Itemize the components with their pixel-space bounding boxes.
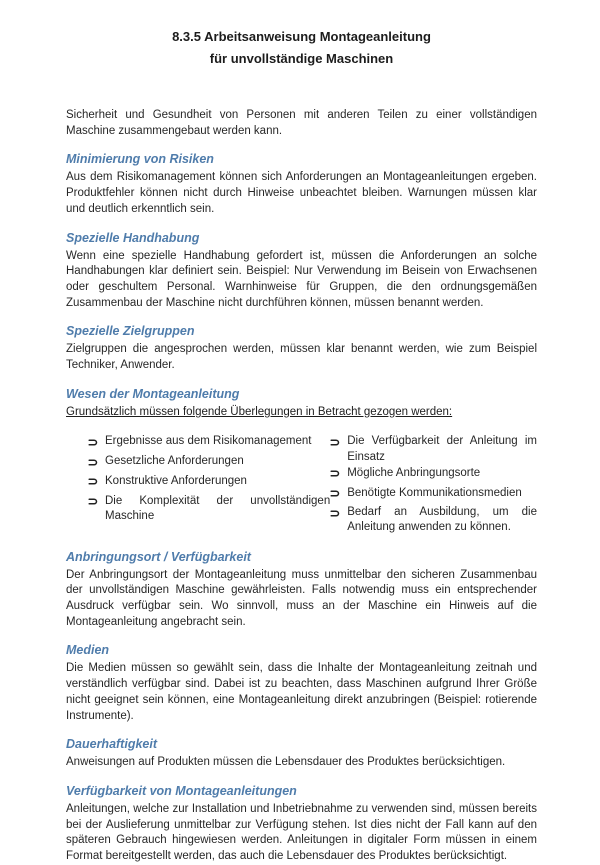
list-item: [88, 454, 330, 473]
section-heading: Medien: [66, 643, 110, 658]
list-item: [330, 466, 537, 485]
arrow-bullet-icon: [330, 486, 347, 505]
section-body: Aus dem Risikomanagement können sich Anforderungen an Montageanleitungen ergeben. Produktfehler können nicht durch Hinweise unbeachtet bleiben. Warnungen müssen klar und deutlich erkenntlich sein.: [66, 171, 537, 215]
section-heading: Wesen der Montageanleitung: [66, 386, 240, 401]
section-body: Anweisungen auf Produkten müssen die Lebensdauer des Produktes berücksichtigen.: [66, 756, 506, 769]
section-heading: Spezielle Zielgruppen: [66, 324, 195, 339]
section-body: Anleitungen, welche zur Installation und Inbetriebnahme zu verwenden sind, müssen bereits bei der Auslieferung unmittelbar zur Verfügung stehen. Ist dies nicht der Fall kann auf den späteren Gebrauch hingewiesen werden. Anleitungen in digitaler Form müssen in einem Format bereitgestellt werden, das auch die Lebensdauer des Produktes berücksichtigt.: [66, 802, 537, 863]
list-item-label: Ergebnisse aus dem Risikomanagement: [105, 435, 312, 448]
bullet-column-right: [330, 434, 537, 536]
section-body: Wenn eine spezielle Handhabung gefordert ist, müssen die Anforderungen an solche Handhabungen klar definiert sein. Beispiel: Nur Verwendung im Beisein von Erwachsenen oder geschultem Personal. Warnhinweise für Gruppen, die den ordnungsgemäßen Zusammenbau der Maschine nicht durchführen können, müssen benannt werden.: [66, 249, 537, 309]
list-item-label: Bedarf an Ausbildung, um die Anleitung anwenden zu können.: [347, 506, 537, 534]
section-wesen-der-montageanleitung: [66, 386, 537, 537]
section-heading: Spezielle Handhabung: [66, 230, 200, 245]
title-line-2: für unvollständige Maschinen: [209, 51, 394, 66]
section-medien: [66, 642, 537, 724]
document-title: [66, 26, 537, 70]
section-spezielle-zielgruppen: [66, 323, 537, 373]
arrow-bullet-icon: [330, 466, 347, 485]
list-item-label: Die Komplexität der unvollständigen Maschine: [105, 494, 331, 522]
list-item: [88, 474, 330, 493]
list-item-label: Die Verfügbarkeit der Anleitung im Einsatz: [347, 435, 537, 463]
section-lead-underlined: Grundsätzlich müssen folgende Überlegungen in Betracht gezogen werden:: [66, 405, 453, 418]
section-spezielle-handhabung: [66, 230, 537, 312]
arrow-bullet-icon: [88, 494, 105, 524]
section-verfuegbarkeit-von-montageanleitungen: [66, 783, 537, 865]
arrow-bullet-icon: [88, 434, 105, 453]
intro-paragraph: Sicherheit und Gesundheit von Personen mit anderen Teilen zu einer vollständigen Maschine zusammengebaut werden kann.: [66, 109, 537, 137]
section-minimierung-von-risiken: [66, 151, 537, 217]
section-body: Der Anbringungsort der Montageanleitung muss unmittelbar den sicheren Zusammenbau der unvollständigen Maschine gewährleisten. Falls notwendig muss ein entsprechender Ausdruck verfügbar sein. Wo sinnvoll, muss an der Maschine ein Hinweis auf die Montageanleitung angebracht sein.: [66, 568, 537, 628]
bullet-list: [66, 434, 537, 536]
bullet-column-left: [88, 434, 330, 536]
section-anbringungsort-verfuegbarkeit: [66, 549, 537, 631]
list-item: [88, 494, 330, 524]
arrow-bullet-icon: [88, 474, 105, 493]
arrow-bullet-icon: [330, 505, 347, 535]
list-item-label: Mögliche Anbringungsorte: [347, 466, 481, 479]
section-heading: Minimierung von Risiken: [66, 152, 214, 167]
arrow-bullet-icon: [88, 454, 105, 473]
list-item-label: Konstruktive Anforderungen: [105, 474, 247, 487]
list-item-label: Benötigte Kommunikationsmedien: [347, 486, 522, 499]
list-item-label: Gesetzliche Anforderungen: [105, 455, 244, 468]
list-item: [88, 434, 330, 453]
section-dauerhaftigkeit: [66, 736, 537, 771]
list-item: [330, 486, 537, 505]
list-item: [330, 434, 537, 464]
list-item: [330, 505, 537, 535]
section-body: Die Medien müssen so gewählt sein, dass die Inhalte der Montageanleitung zeitnah und verständlich verfügbar sind. Dabei ist zu beachten, dass Maschinen aufgrund Ihrer Größe nicht geeignet sein können, eine Montageanleitung direkt anzubringen (Beispiel: rotierende Instrumente).: [66, 662, 537, 722]
section-heading: Anbringungsort / Verfügbarkeit: [66, 549, 251, 564]
title-line-1: 8.3.5 Arbeitsanweisung Montageanleitung: [172, 29, 431, 44]
arrow-bullet-icon: [330, 434, 347, 464]
section-heading: Dauerhaftigkeit: [66, 737, 157, 752]
section-heading: Verfügbarkeit von Montageanleitungen: [66, 783, 297, 798]
section-body: Zielgruppen die angesprochen werden, müssen klar benannt werden, wie zum Beispiel Techniker, Anwender.: [66, 343, 537, 372]
